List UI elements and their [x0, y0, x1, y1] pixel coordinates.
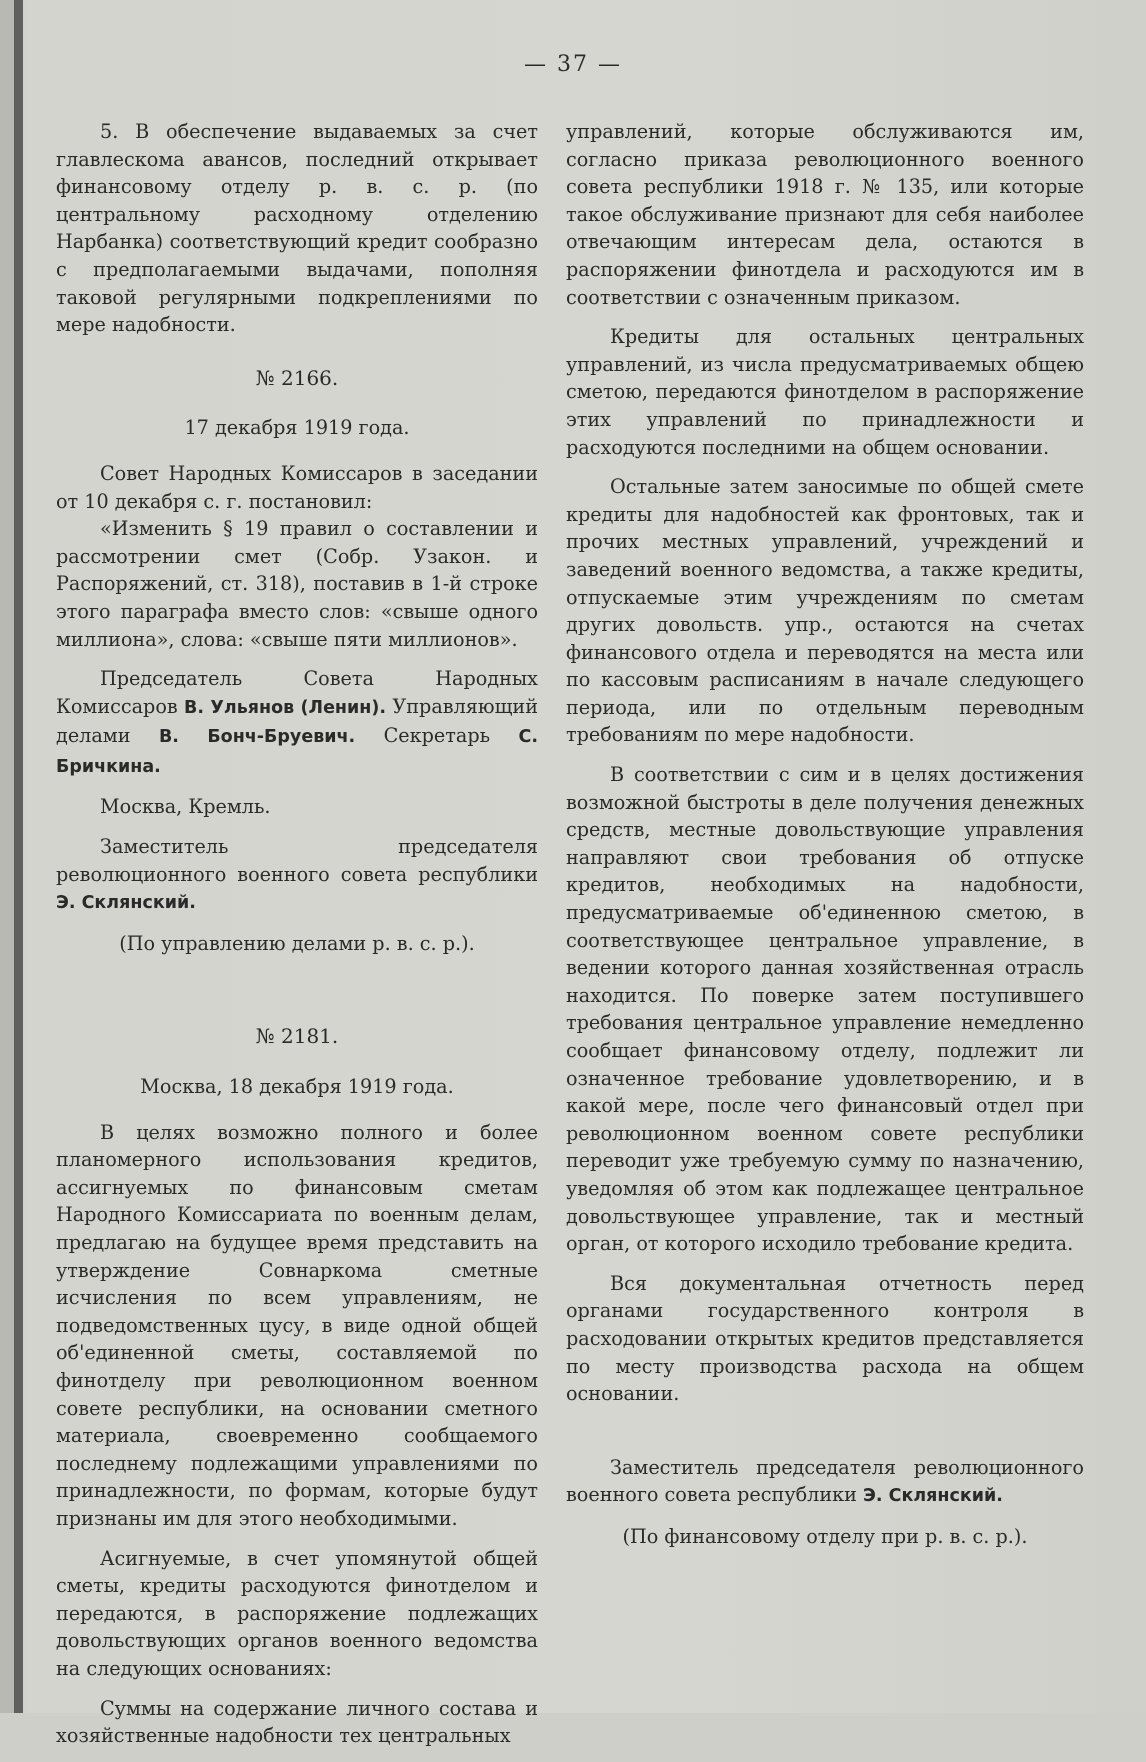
right-deputy-title: Заместитель председателя революционного военного совета республики: [566, 1455, 1084, 1507]
paragraph-reporting: Вся документальная отчетность перед органами государственного контроля в расходовании открытых кредитов представляется по месту производства расхода на общем основании.: [566, 1271, 1084, 1406]
signature-title-manager: Управляющий делами: [56, 694, 538, 748]
decree-2166-quote: «Изменить § 19 правил о составлении и рассмотрении смет (Собр. Узакон. и Распоряжений, ст. 318), поставив в 1-й строке этого параграфа вместо слов: «свыше одного миллиона», слова: «свыше пяти миллионов».: [56, 517, 538, 651]
signature-title-chairman: Председатель Совета Народных Комиссаров: [56, 667, 538, 718]
binding-edge: [14, 0, 23, 1713]
decree-2181-text-3: Суммы на содержание личного состава и хозяйственные надобности тех центральных: [56, 1696, 538, 1748]
decree-date-2166: 17 декабря 1919 года.: [184, 416, 410, 440]
paragraph-procedure: В соответствии с сим и в целях достижения возможной быстроты в деле получения денежных средств, местные довольствующие управления направляют свои требования об отпуске кредитов, необходимых на надобности, предусматриваемые об'единенною сметою, в соответствующее центральное управление, в ведении которого данная хозяйственная отрасль находится. По поверке затем поступившего требования центральное управление немедленно сообщает финансовому отделу, подлежит ли означенное требование удовлетворению, и в какой мере, после чего финансовый отдел при революционном военном совете республики переводит уже требуемую сумму по назначению, уведомляя об этом как подлежащее центральное довольствующее управление, так и местный орган, от которого исходило требование кредита.: [566, 763, 1084, 1256]
decree-2166-note: (По управлению делами р. в. с. р.).: [119, 931, 475, 955]
decree-2181-text-2: Асигнуемые, в счет упомянутой общей сметы, кредиты расходуются финотделом и передаются, в распоряжение подлежащих довольствующих органов военного ведомства на следующих основаниях:: [56, 1546, 538, 1680]
decree-2166-signatures: [56, 665, 538, 781]
left-column: [56, 118, 538, 1762]
decree-number-2181: № 2181.: [255, 1024, 339, 1049]
paragraph-credits-other: Остальные затем заносимые по общей смете кредиты для надобностей как фронтовых, так и прочих местных управлений, учреждений и заведений военного ведомства, а также кредиты, отпускаемые этим учреждениям по сметам других довольств. упр., остаются на счетах финансового отдела и переводятся на места или по кассовым расписаниям в начале следующего периода, или по отдельным переводным требованиям по мере надобности.: [566, 475, 1084, 747]
signature-brichkina: С. Бричкина.: [56, 727, 538, 777]
right-column: [566, 118, 1084, 1551]
deputy-title: Заместитель председателя революционного военного совета республики: [56, 835, 538, 886]
signature-bonch-bruevich: В. Бонч-Бруевич.: [158, 727, 356, 748]
continuation-paragraph: управлений, которые обслуживаются им, согласно приказа революционного военного совета республики 1918 г. № 135, или которые такое обслуживание признают для себя наиболее отвечающим интересам дела, остаются в распоряжении финотдела и расходуются им в соответствии с означенным приказом.: [566, 120, 1084, 309]
page-number: — 37 —: [524, 52, 622, 77]
right-note: (По финансовому отделу при р. в. с. р.).: [622, 1524, 1028, 1548]
paragraph-5: 5. В обеспечение выдаваемых за счет главлескома авансов, последний открывает финансовому отделу р. в. с. р. (по центральному расходному отделению Нарбанка) соответствующий кредит сообразно с предполагаемыми выдачами, пополняя таковой регулярными подкреплениями по мере надобности.: [56, 120, 538, 337]
decree-2166-text: Совет Народных Комиссаров в заседании от 10 декабря с. г. постановил:: [56, 461, 538, 513]
signature-sklyansky: Э. Склянский.: [56, 893, 196, 914]
decree-2166-place: Москва, Кремль.: [100, 795, 271, 819]
decree-number-2166: № 2166.: [255, 365, 339, 390]
signature-title-secretary: Секретарь: [383, 724, 491, 748]
right-deputy: [566, 1454, 1084, 1511]
paragraph-credits-central: Кредиты для остальных центральных управлений, из числа предусматриваемых общею сметою, передаются финотделом в распоряжение этих управлений по принадлежности и расходуются последними на общем основании.: [566, 325, 1084, 459]
page-gutter: [0, 0, 14, 1713]
decree-date-2181: Москва, 18 декабря 1919 года.: [140, 1075, 454, 1099]
right-signature-sklyansky: Э. Склянский.: [863, 1486, 1003, 1507]
decree-2166-deputy: [56, 833, 538, 918]
signature-lenin: В. Ульянов (Ленин).: [184, 697, 387, 718]
decree-2181-text-1: В целях возможно полного и более планомерного использования кредитов, ассигнуемых по финансовым сметам Народного Комиссариата по военным делам, предлагаю на будущее время представить на утверждение Совнаркома сметные исчисления по всем управлениям, не подведомственных цусу, в виде одной общей об'единенной сметы, составляемой по финотделу при революционном военном совете республики, на основании сметного материала, своевременно сообщаемого последнему подлежащими управлениями по принадлежности, по формам, которые будут признаны им для этого необходимыми.: [56, 1120, 538, 1530]
